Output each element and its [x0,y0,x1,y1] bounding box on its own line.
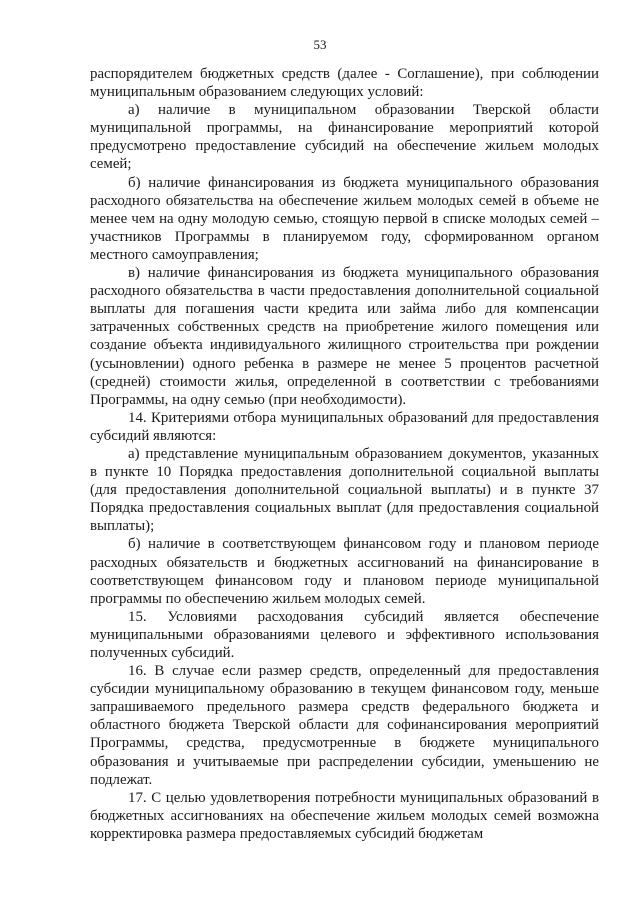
paragraph-16: 16. В случае если размер средств, определенный для предоставления субсидии муниципальному образованию в текущем финансовом году, меньше запрашиваемого предельного размера средств федерального бюджета и областного бюджета Тверской области для софинансирования мероприятий Программы, средства, предусмотренные в бюджете муниципального образования и учитываемые при распределении субсидии, уменьшению не подлежат. [90,663,599,788]
paragraph-condition-c: в) наличие финансирования из бюджета муниципального образования расходного обязательства в части предоставления дополнительной социальной выплаты для погашения части кредита или займа либо для компенсации затраченных собственных средств на приобретение жилого помещения или создание объекта индивидуального жилищного строительства при рождении (усыновлении) одного ребенка в размере не менее 5 процентов расчетной (средней) стоимости жилья, определенной в соответствии с требованиями Программы, на одну семью (при необходимости). [90,265,599,408]
page-number: 53 [313,37,327,52]
paragraph-condition-a: а) наличие в муниципальном образовании Тверской области муниципальной программы, на финансирование мероприятий которой предусмотрено предоставление субсидий на обеспечение жильем молодых семей; [90,102,599,173]
paragraph-intro: распорядителем бюджетных средств (далее - Соглашение), при соблюдении муниципальным образованием следующих условий: [90,66,599,101]
paragraph-14: 14. Критериями отбора муниципальных образований для предоставления субсидий являются: [90,409,599,444]
paragraph-condition-b: б) наличие финансирования из бюджета муниципального образования расходного обязательства на обеспечение жильем молодых семей в объеме не менее чем на одну молодую семью, стоящую первой в списке молодых семей – участников Программы в планируемом году, сформированном органом местного самоуправления; [90,174,599,263]
paragraph-14-b: б) наличие в соответствующем финансовом году и плановом периоде расходных обязательств и бюджетных ассигнований на финансирование в соответствующем финансовом году и плановом периоде муниципальной программы по обеспечению жильем молодых семей. [90,536,599,607]
paragraph-17: 17. С целью удовлетворения потребности муниципальных образований в бюджетных ассигнованиях на обеспечение жильем молодых семей возможна корректировка размера предоставляемых субсидий бюджетам [90,789,599,842]
document-body [90,65,599,843]
paragraph-14-a: а) представление муниципальным образованием документов, указанных в пункте 10 Порядка предоставления дополнительной социальной выплаты (для предоставления дополнительной социальной выплаты) и в пункте 37 Порядка предоставления социальных выплат (для предоставления социальной выплаты); [90,445,599,535]
paragraph-15: 15. Условиями расходования субсидий является обеспечение муниципальными образованиями целевого и эффективного использования полученных субсидий. [90,608,599,661]
